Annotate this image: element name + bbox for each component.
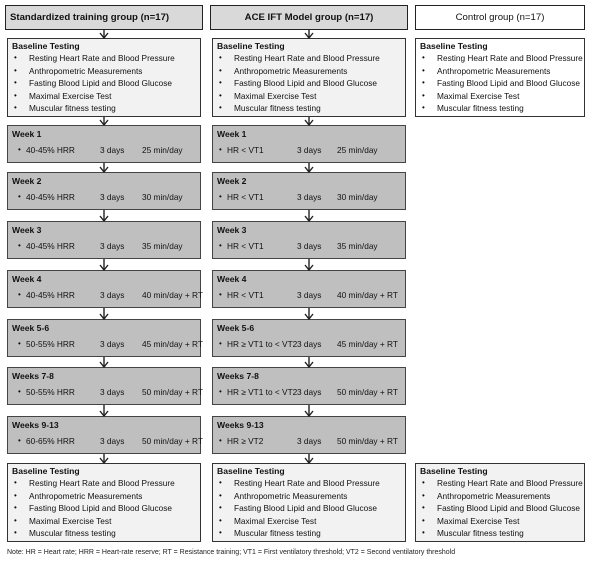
week-intensity: • 40-45% HRR [26,241,75,251]
post-testing-title: Baseline Testing [420,466,488,476]
week-title: Week 5-6 [12,323,50,333]
week-title: Weeks 9-13 [12,420,59,430]
footnote: Note: HR = Heart rate; HRR = Heart-rate reserve; RT = Resistance training; VT1 = First ventilatory threshold; VT2 = Second ventilatory threshold [7,549,456,556]
test-item: • Muscular fitness testing [213,102,405,115]
week-intensity: • HR < VT1 [227,290,264,300]
arrow-down-icon [100,259,108,270]
week-duration: 50 min/day + RT [142,436,203,446]
test-item: • Fasting Blood Lipid and Blood Glucose [213,502,405,515]
test-item: • Resting Heart Rate and Blood Pressure [213,477,405,490]
test-item: • Muscular fitness testing [416,527,584,540]
arrow-down-icon [100,308,108,319]
week-intensity: • 50-55% HRR [26,339,75,349]
week-intensity: • HR < VT1 [227,192,264,202]
week-title: Week 2 [217,176,247,186]
test-item: • Maximal Exercise Test [416,515,584,528]
test-item: • Fasting Blood Lipid and Blood Glucose [416,502,584,515]
week-title: Week 1 [217,129,247,139]
week-days: 3 days [100,339,125,349]
week-intensity: • 60-65% HRR [26,436,75,446]
test-item: • Maximal Exercise Test [8,90,200,103]
week-title: Weeks 7-8 [12,371,54,381]
test-item: • Fasting Blood Lipid and Blood Glucose [213,77,405,90]
week-title: Week 4 [217,274,247,284]
post-testing-title: Baseline Testing [12,466,80,476]
test-item: • Fasting Blood Lipid and Blood Glucose [8,77,200,90]
week-days: 3 days [297,436,322,446]
test-item: • Muscular fitness testing [8,102,200,115]
arrow-down-icon [305,259,313,270]
week-title: Week 5-6 [217,323,255,333]
post-testing-title: Baseline Testing [217,466,285,476]
week-intensity: • 40-45% HRR [26,192,75,202]
arrow-down-icon [305,454,313,463]
week-intensity: • HR ≥ VT1 to < VT2 [227,387,297,397]
week-days: 3 days [100,241,125,251]
header-control-label: Control group (n=17) [455,12,545,23]
test-item: • Anthropometric Measurements [8,65,200,78]
week-title: Week 4 [12,274,42,284]
week-duration: 45 min/day + RT [142,339,203,349]
arrow-down-icon [100,454,108,463]
week-days: 3 days [100,290,125,300]
week-days: 3 days [100,436,125,446]
arrow-down-icon [100,357,108,367]
arrow-down-icon [305,405,313,416]
week-title: Week 1 [12,129,42,139]
arrow-down-icon [305,30,313,38]
week-days: 3 days [297,145,322,155]
arrow-down-icon [305,308,313,319]
test-item: • Muscular fitness testing [8,527,200,540]
arrow-down-icon [305,163,313,172]
test-item: • Resting Heart Rate and Blood Pressure [416,477,584,490]
week-duration: 35 min/day [142,241,183,251]
week-duration: 25 min/day [142,145,183,155]
week-duration: 25 min/day [337,145,378,155]
baseline-title: Baseline Testing [12,41,80,51]
header-ace-label: ACE IFT Model group (n=17) [244,12,374,23]
arrow-down-icon [100,117,108,125]
week-duration: 50 min/day + RT [337,387,398,397]
week-duration: 40 min/day + RT [142,290,203,300]
arrow-down-icon [100,30,108,38]
week-duration: 40 min/day + RT [337,290,398,300]
test-item: • Resting Heart Rate and Blood Pressure [8,477,200,490]
test-item: • Muscular fitness testing [213,527,405,540]
week-days: 3 days [297,387,322,397]
test-item: • Anthropometric Measurements [213,65,405,78]
week-duration: 50 min/day + RT [337,436,398,446]
test-item: • Maximal Exercise Test [8,515,200,528]
week-duration: 30 min/day [337,192,378,202]
test-item: • Resting Heart Rate and Blood Pressure [213,52,405,65]
week-days: 3 days [297,241,322,251]
test-item: • Resting Heart Rate and Blood Pressure [416,52,584,65]
week-title: Week 3 [217,225,247,235]
week-duration: 45 min/day + RT [337,339,398,349]
test-item: • Anthropometric Measurements [213,490,405,503]
arrow-down-icon [100,163,108,172]
header-standardized-label: Standardized training group (n=17) [10,12,170,23]
baseline-title: Baseline Testing [217,41,285,51]
test-item: • Fasting Blood Lipid and Blood Glucose [416,77,584,90]
test-item: • Fasting Blood Lipid and Blood Glucose [8,502,200,515]
week-days: 3 days [297,192,322,202]
arrow-down-icon [305,357,313,367]
week-title: Weeks 7-8 [217,371,259,381]
week-days: 3 days [100,192,125,202]
test-item: • Maximal Exercise Test [416,90,584,103]
week-intensity: • 40-45% HRR [26,145,75,155]
week-intensity: • 40-45% HRR [26,290,75,300]
arrow-down-icon [100,210,108,221]
week-intensity: • HR < VT1 [227,145,264,155]
baseline-title: Baseline Testing [420,41,488,51]
arrow-down-icon [100,405,108,416]
week-days: 3 days [297,339,322,349]
test-item: • Anthropometric Measurements [8,490,200,503]
week-days: 3 days [297,290,322,300]
test-item: • Anthropometric Measurements [416,65,584,78]
week-intensity: • HR ≥ VT1 to < VT2 [227,339,297,349]
week-days: 3 days [100,387,125,397]
test-item: • Anthropometric Measurements [416,490,584,503]
week-days: 3 days [100,145,125,155]
week-intensity: • 50-55% HRR [26,387,75,397]
week-title: Weeks 9-13 [217,420,264,430]
test-item: • Muscular fitness testing [416,102,584,115]
arrow-down-icon [305,210,313,221]
week-duration: 50 min/day + RT [142,387,203,397]
week-duration: 30 min/day [142,192,183,202]
test-item: • Maximal Exercise Test [213,90,405,103]
week-intensity: • HR < VT1 [227,241,264,251]
test-item: • Maximal Exercise Test [213,515,405,528]
week-title: Week 2 [12,176,42,186]
week-title: Week 3 [12,225,42,235]
arrow-down-icon [305,117,313,125]
test-item: • Resting Heart Rate and Blood Pressure [8,52,200,65]
week-duration: 35 min/day [337,241,378,251]
week-intensity: • HR ≥ VT2 [227,436,263,446]
